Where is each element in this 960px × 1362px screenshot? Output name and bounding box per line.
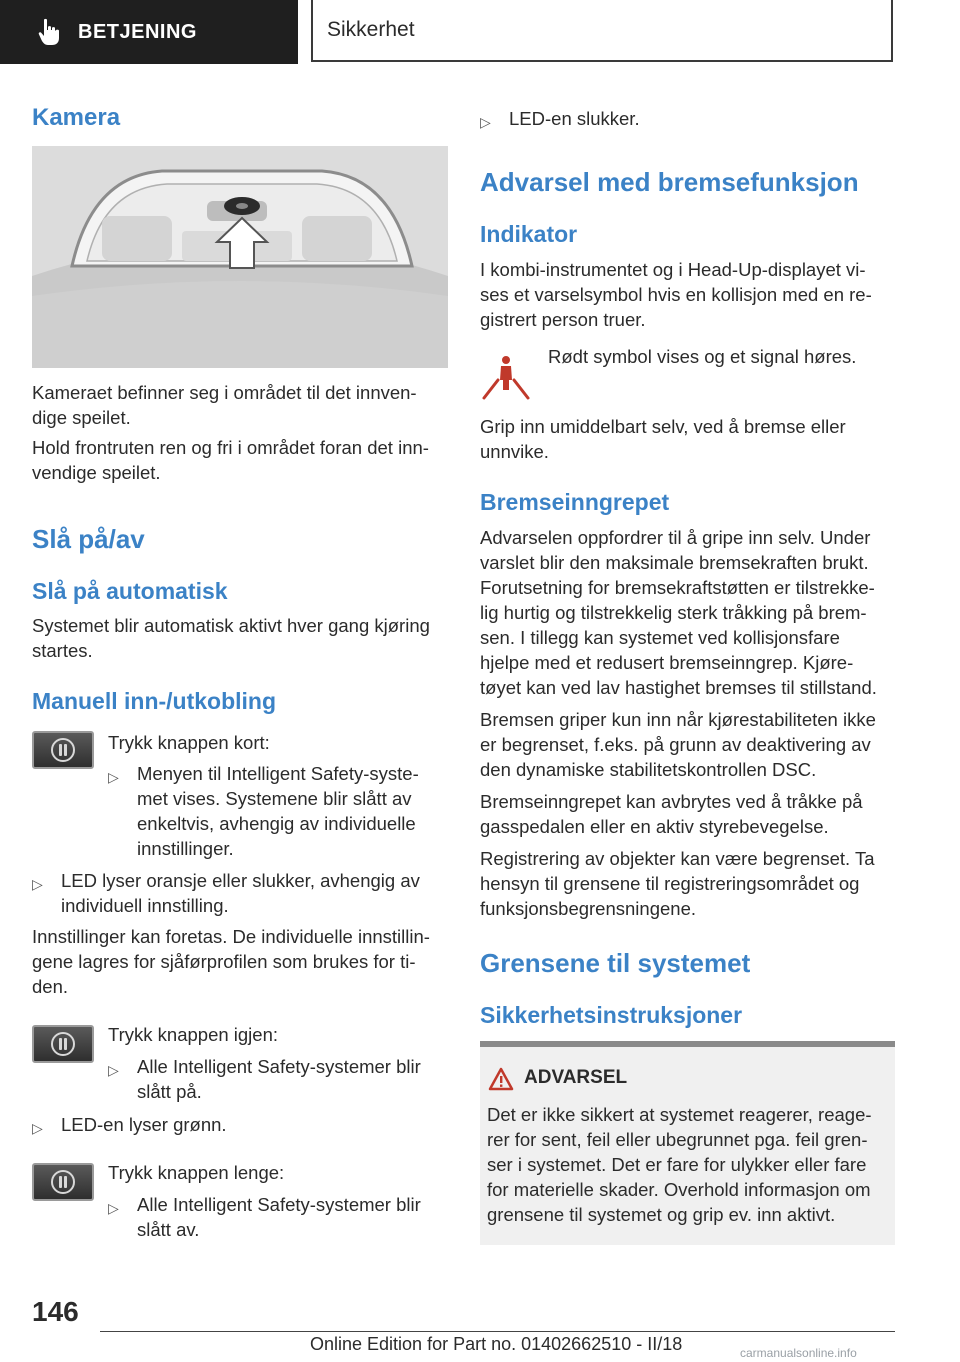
kamera-heading: Kamera bbox=[32, 104, 121, 131]
camera-location-image bbox=[32, 146, 448, 368]
step1-b1-d: innstillinger. bbox=[137, 838, 234, 859]
warning-triangle-icon bbox=[488, 1067, 514, 1091]
chapter-tab[interactable] bbox=[0, 0, 298, 64]
brems-p1-line: lig hurtig og tilstrekkelig sterk tråkking på brem- bbox=[480, 602, 867, 623]
step3-b1-b: slått av. bbox=[137, 1219, 200, 1240]
brems-p4-line: funksjonsbegrensningene. bbox=[480, 898, 696, 919]
step2-label: Trykk knappen igjen: bbox=[108, 1024, 279, 1045]
safety-button-image bbox=[32, 1163, 94, 1201]
brems-p4-line: hensyn til grensene til registreringsområdet og bbox=[480, 873, 860, 894]
adv-heading: Advarsel med bremsefunksjon bbox=[480, 167, 859, 197]
step1-b1-b: met vises. Systemene blir slått av bbox=[137, 788, 412, 809]
brems-p3-line: Bremseinngrepet kan avbrytes ved å tråkke på bbox=[480, 791, 863, 812]
warning-text-line: rer for sent, feil eller ubegrunnet pga. feil gren- bbox=[487, 1129, 868, 1150]
edition-text: Online Edition for Part no. 01402662510 - II/18 bbox=[310, 1334, 683, 1354]
watermark: carmanualsonline.info bbox=[740, 1346, 857, 1360]
footer-divider bbox=[100, 1331, 895, 1332]
ind-text-c: gistrert person truer. bbox=[480, 309, 646, 330]
brems-p1-line: tøyet kan ved lav hastighet bremses til stillstand. bbox=[480, 677, 877, 698]
brems-p2-line: er begrenset, f.eks. på grunn av deaktivering av bbox=[480, 734, 871, 755]
indikator-heading: Indikator bbox=[480, 221, 578, 247]
led-off-text: LED-en slukker. bbox=[509, 108, 640, 129]
hand-pointer-icon bbox=[38, 18, 62, 46]
step1-b1-a: Menyen til Intelligent Safety-syste- bbox=[137, 763, 419, 784]
warning-text-line: for materielle skader. Overhold informasjon om bbox=[487, 1179, 871, 1200]
kamera-text-2b: vendige speilet. bbox=[32, 462, 161, 483]
auto-text-a: Systemet blir automatisk aktivt hver gang kjøring bbox=[32, 615, 430, 636]
warning-text-line: grensene til systemet og grip ev. inn aktivt. bbox=[487, 1204, 836, 1225]
warning-text-line: Det er ikke sikkert at systemet reagerer, reage- bbox=[487, 1104, 872, 1125]
step3-b1-a: Alle Intelligent Safety-systemer blir bbox=[137, 1194, 421, 1215]
innst-text-c: den. bbox=[32, 976, 69, 997]
brems-p2-line: Bremsen griper kun inn når kjørestabiliteten ikke bbox=[480, 709, 876, 730]
brems-p4-line: Registrering av objekter kan være begrenset. Ta bbox=[480, 848, 875, 869]
warning-label: ADVARSEL bbox=[524, 1067, 628, 1088]
section-label: Sikkerhet bbox=[327, 18, 415, 41]
symbol-text: Rødt symbol vises og et signal høres. bbox=[548, 346, 857, 367]
step1-b1-c: enkeltvis, avhengig av individuelle bbox=[137, 813, 416, 834]
auto-text-b: startes. bbox=[32, 640, 93, 661]
safety-icon bbox=[51, 738, 75, 762]
safety-button-image bbox=[32, 731, 94, 769]
ind-text-a: I kombi-instrumentet og i Head-Up-displayet vi- bbox=[480, 259, 866, 280]
manuell-heading: Manuell inn-/utkobling bbox=[32, 688, 277, 714]
safety-button-image bbox=[32, 1025, 94, 1063]
kamera-text-1b: dige speilet. bbox=[32, 407, 131, 428]
step1-b2-b: individuell innstilling. bbox=[61, 895, 229, 916]
brems-p1-line: Advarselen oppfordrer til å gripe inn selv. Under bbox=[480, 527, 871, 548]
step2-b1-b: slått på. bbox=[137, 1081, 202, 1102]
bremse-heading: Bremseinngrepet bbox=[480, 489, 670, 515]
chapter-label: BETJENING bbox=[78, 20, 197, 43]
safety-icon bbox=[51, 1170, 75, 1194]
section-header bbox=[311, 0, 893, 62]
grense-heading: Grensene til systemet bbox=[480, 948, 751, 978]
warning-text-line: ser i systemet. Det er fare for ulykker eller fare bbox=[487, 1154, 867, 1175]
step1-label: Trykk knappen kort: bbox=[108, 732, 270, 753]
step1-b2-a: LED lyser oransje eller slukker, avhengig av bbox=[61, 870, 420, 891]
auto-heading: Slå på automatisk bbox=[32, 578, 228, 604]
step3-label: Trykk knappen lenge: bbox=[108, 1162, 285, 1183]
kamera-text-1a: Kameraet befinner seg i området til det innven- bbox=[32, 382, 417, 403]
ind-text-b: ses et varselsymbol hvis en kollisjon med en re- bbox=[480, 284, 872, 305]
grip-text-a: Grip inn umiddelbart selv, ved å bremse eller bbox=[480, 416, 846, 437]
sikkerhet-heading: Sikkerhetsinstruksjoner bbox=[480, 1002, 743, 1028]
brems-p3-line: gasspedalen eller en aktiv styrebevegelse. bbox=[480, 816, 829, 837]
warning-box bbox=[480, 1041, 895, 1245]
step2-b1-a: Alle Intelligent Safety-systemer blir bbox=[137, 1056, 421, 1077]
safety-icon bbox=[51, 1032, 75, 1056]
brems-p2-line: den dynamiske stabilitetskontrollen DSC. bbox=[480, 759, 817, 780]
page-number: 146 bbox=[32, 1296, 79, 1327]
innst-text-a: Innstillinger kan foretas. De individuelle innstillin- bbox=[32, 926, 430, 947]
brems-p1-line: Forutsetning for bremsekraftstøtten er tilstrekke- bbox=[480, 577, 875, 598]
brems-p1-line: sen. I tillegg kan systemet ved kollisjonsfare bbox=[480, 627, 840, 648]
step2-b2: LED-en lyser grønn. bbox=[61, 1114, 227, 1135]
pedestrian-warning-icon bbox=[480, 350, 532, 402]
slaa-heading: Slå på/av bbox=[32, 524, 145, 554]
brems-p1-line: hjelpe med et redusert bremseinngrep. Kjøre- bbox=[480, 652, 854, 673]
kamera-text-2a: Hold frontruten ren og fri i området foran det inn- bbox=[32, 437, 429, 458]
brems-p1-line: varslet blir den maksimale bremsekraften brukt. bbox=[480, 552, 869, 573]
innst-text-b: gene lagres for sjåførprofilen som brukes for ti- bbox=[32, 951, 416, 972]
grip-text-b: unnvike. bbox=[480, 441, 549, 462]
